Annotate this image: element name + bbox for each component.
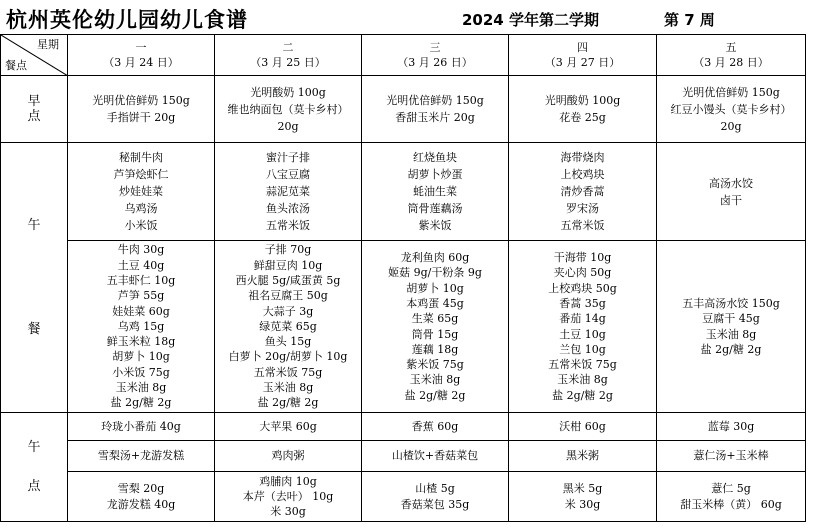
ingredient: 筒骨 15g: [411, 327, 459, 341]
snack-ingredients-wed: [362, 472, 509, 522]
lunch-ingredients-thu: [509, 241, 657, 413]
snack-ingredients-tue: [215, 472, 362, 522]
ingredient: 玉米油 8g: [262, 381, 314, 395]
dish: 蒜泥苋菜: [266, 185, 310, 198]
ingredient: 鲜甜豆肉 10g: [253, 258, 323, 272]
dish: 炒娃娃菜: [119, 185, 163, 198]
dish: 卤干: [720, 193, 742, 207]
breakfast-label: [1, 76, 68, 143]
snack-fruit-thu: 沃柑 60g: [509, 413, 657, 441]
dish: 清炒香蒿: [560, 185, 605, 198]
ingredient: 薏仁 5g: [711, 482, 751, 496]
ingredient: 鱼头 15g: [264, 335, 312, 349]
breakfast-cell-mon: [68, 76, 215, 143]
corner-weekday-label: 星期: [37, 38, 59, 51]
ingredient: 盐 2g/糖 2g: [552, 388, 613, 402]
day-name: 五: [725, 40, 737, 54]
ingredient: 夹心肉 50g: [553, 266, 612, 280]
ingredient: 胡萝卜 10g: [406, 281, 464, 295]
dish: 红烧鱼块: [413, 151, 457, 164]
day-name: 一: [135, 40, 147, 54]
ingredient: 五丰高汤水饺 150g: [682, 296, 780, 310]
ingredient: 姬菇 9g/干粉条 9g: [388, 266, 482, 280]
lunch-dishes-wed: [362, 143, 509, 241]
ingredient: 玉米油 8g: [557, 373, 608, 387]
ingredient: 紫米饭 75g: [406, 358, 464, 372]
ingredient: 兰包 10g: [559, 342, 606, 356]
dish: 鱼头浓汤: [266, 202, 310, 215]
menu-line: 花卷 25g: [559, 111, 606, 124]
ingredient: 西火腿 5g/咸蛋黄 5g: [235, 273, 341, 287]
snack-dish-fri: 薏仁汤+玉米棒: [657, 441, 806, 472]
breakfast-cell-tue: [215, 76, 362, 143]
dish: 八宝豆腐: [266, 168, 310, 181]
day-date: （3 月 24 日）: [103, 56, 179, 69]
day-header-thu: [509, 35, 657, 76]
menu-line: 光明优倍鲜奶 150g: [682, 85, 780, 99]
menu-line: 香甜玉米片 20g: [395, 111, 475, 124]
ingredient: 鸡脯肉 10g: [259, 474, 317, 488]
day-date: （3 月 28 日）: [693, 56, 769, 69]
lunch-ingredients-row: [1, 241, 806, 413]
dish: 高汤水饺: [709, 176, 753, 190]
dish: 五常米饭: [266, 219, 310, 232]
menu-table: [0, 34, 806, 522]
ingredient: 黑米 5g: [562, 482, 603, 496]
lunch-ingredients-wed: [362, 241, 509, 413]
breakfast-cell-fri: [657, 76, 806, 143]
label-char: 点: [27, 109, 41, 124]
ingredient: 祖名豆腐王 50g: [248, 289, 328, 303]
ingredient: 龙利鱼肉 60g: [400, 251, 470, 265]
page-header: [0, 0, 813, 34]
label-char: 午: [27, 218, 41, 234]
ingredient: 子排 70g: [264, 243, 312, 257]
ingredient: 盐 2g/糖 2g: [404, 388, 466, 402]
lunch-ingredients-tue: [215, 241, 362, 413]
snack-dish-row: [1, 441, 806, 472]
lunch-dishes-thu: [509, 143, 657, 241]
menu-line: 维也纳面包（莫卡乡村）: [227, 102, 349, 116]
ingredient: 白萝卜 20g/胡萝卜 10g: [228, 350, 348, 364]
ingredient: 米 30g: [270, 505, 306, 519]
ingredient: 盐 2g/糖 2g: [257, 396, 319, 410]
page-title: 杭州英伦幼儿园幼儿食谱: [6, 8, 248, 32]
snack-fruit-row: [1, 413, 806, 441]
dish: 小米饭: [124, 219, 158, 232]
day-date: （3 月 25 日）: [250, 56, 326, 69]
lunch-label: [1, 143, 68, 413]
ingredient: 牛肉 30g: [117, 243, 165, 257]
ingredient: 莲藕 18g: [411, 342, 459, 356]
ingredient: 土豆 10g: [559, 327, 606, 341]
school-term: 2024 学年第二学期: [462, 11, 599, 29]
dish: 紫米饭: [418, 219, 452, 232]
snack-dish-mon: 雪梨汤+龙游发糕: [68, 441, 215, 472]
snack-dish-thu: 黑米粥: [509, 441, 657, 472]
dish: 胡萝卜炒蛋: [407, 168, 463, 181]
ingredient: 土豆 40g: [117, 258, 165, 272]
menu-line: 光明优倍鲜奶 150g: [386, 94, 484, 107]
week-number: 第 7 周: [664, 11, 715, 29]
ingredient: 五常米饭 75g: [253, 365, 323, 379]
breakfast-cell-thu: [509, 76, 657, 143]
ingredient: 番茄 14g: [559, 312, 606, 326]
ingredient: 生菜 65g: [411, 312, 459, 326]
ingredient: 娃娃菜 60g: [112, 304, 170, 318]
snack-ingredients-thu: [509, 472, 657, 522]
lunch-dishes-mon: [68, 143, 215, 241]
ingredient: 鲜玉米粒 18g: [106, 335, 176, 349]
snack-ingredients-fri: [657, 472, 806, 522]
ingredient: 玉米油 8g: [115, 381, 167, 395]
day-header-mon: [68, 35, 215, 76]
lunch-dishes-row: [1, 143, 806, 241]
ingredient: 米 30g: [564, 497, 601, 511]
dish: 蜜汁子排: [266, 151, 310, 164]
snack-fruit-fri: 蓝莓 30g: [657, 413, 806, 441]
ingredient: 香菇菜包 35g: [400, 497, 470, 511]
ingredient: 龙游发糕 40g: [106, 497, 176, 511]
breakfast-row: [1, 76, 806, 143]
dish: 海带烧肉: [560, 151, 605, 164]
day-name: 三: [429, 40, 441, 54]
dish: 秘制牛肉: [119, 151, 163, 164]
corner-cell: [1, 35, 68, 76]
menu-line: 20g: [277, 119, 299, 133]
ingredient: 小米饭 75g: [112, 365, 170, 379]
day-name: 二: [282, 40, 294, 54]
ingredient: 玉米油 8g: [409, 373, 461, 387]
ingredient: 本鸡蛋 45g: [406, 296, 464, 310]
ingredient: 盐 2g/糖 2g: [700, 342, 762, 356]
ingredient: 玉米油 8g: [705, 327, 757, 341]
ingredient: 绿苋菜 65g: [259, 319, 317, 333]
lunch-ingredients-fri: [657, 241, 806, 413]
lunch-ingredients-mon: [68, 241, 215, 413]
menu-line: 光明优倍鲜奶 150g: [92, 94, 190, 107]
menu-line: 光明酸奶 100g: [250, 85, 326, 99]
ingredient: 胡萝卜 10g: [112, 350, 170, 364]
label-char: 餐: [27, 321, 41, 337]
ingredient: 山楂 5g: [415, 482, 455, 496]
day-header-tue: [215, 35, 362, 76]
day-header-row: [1, 35, 806, 76]
snack-fruit-wed: 香蕉 60g: [362, 413, 509, 441]
ingredient: 本芹（去叶） 10g: [242, 489, 334, 503]
breakfast-cell-wed: [362, 76, 509, 143]
dish: 芦笋烩虾仁: [113, 168, 169, 181]
menu-line: 光明酸奶 100g: [544, 94, 621, 107]
snack-dish-wed: 山楂饮+香菇菜包: [362, 441, 509, 472]
ingredient: 干海带 10g: [553, 251, 612, 265]
ingredient: 芦笋 55g: [117, 289, 165, 303]
snack-label: [1, 413, 68, 522]
dish: 罗宋汤: [566, 202, 599, 215]
snack-ingredients-row: [1, 472, 806, 522]
lunch-dishes-tue: [215, 143, 362, 241]
ingredient: 雪梨 20g: [117, 482, 165, 496]
menu-line: 20g: [720, 119, 742, 133]
ingredient: 上校鸡块 50g: [548, 281, 617, 295]
dish: 乌鸡汤: [124, 202, 158, 215]
label-char: 午: [27, 439, 41, 455]
day-header-wed: [362, 35, 509, 76]
lunch-dishes-fri: [657, 143, 806, 241]
menu-line: 手指饼干 20g: [106, 111, 176, 124]
ingredient: 豆腐干 45g: [702, 312, 760, 326]
ingredient: 五常米饭 75g: [548, 358, 617, 372]
label-char: 点: [27, 479, 41, 494]
ingredient: 乌鸡 15g: [117, 319, 165, 333]
day-date: （3 月 27 日）: [544, 56, 621, 69]
day-date: （3 月 26 日）: [397, 56, 473, 69]
dish: 蚝油生菜: [413, 185, 457, 198]
dish: 筒骨莲藕汤: [407, 202, 463, 215]
day-name: 四: [577, 40, 588, 54]
ingredient: 香蒿 35g: [559, 296, 606, 310]
ingredient: 甜玉米棒（黄） 60g: [680, 497, 782, 511]
corner-meal-label: 餐点: [5, 58, 27, 72]
label-char: 早: [27, 93, 41, 109]
day-header-fri: [657, 35, 806, 76]
dish: 上校鸡块: [560, 168, 605, 181]
snack-dish-tue: 鸡肉粥: [215, 441, 362, 472]
menu-line: 红豆小馒头（莫卡乡村）: [670, 102, 792, 116]
ingredient: 盐 2g/糖 2g: [110, 396, 172, 410]
dish: 五常米饭: [560, 219, 605, 232]
snack-fruit-mon: 玲珑小番茄 40g: [68, 413, 215, 441]
ingredient: 大蒜子 3g: [262, 304, 314, 318]
snack-ingredients-mon: [68, 472, 215, 522]
snack-fruit-tue: 大苹果 60g: [215, 413, 362, 441]
ingredient: 五丰虾仁 10g: [106, 273, 176, 287]
